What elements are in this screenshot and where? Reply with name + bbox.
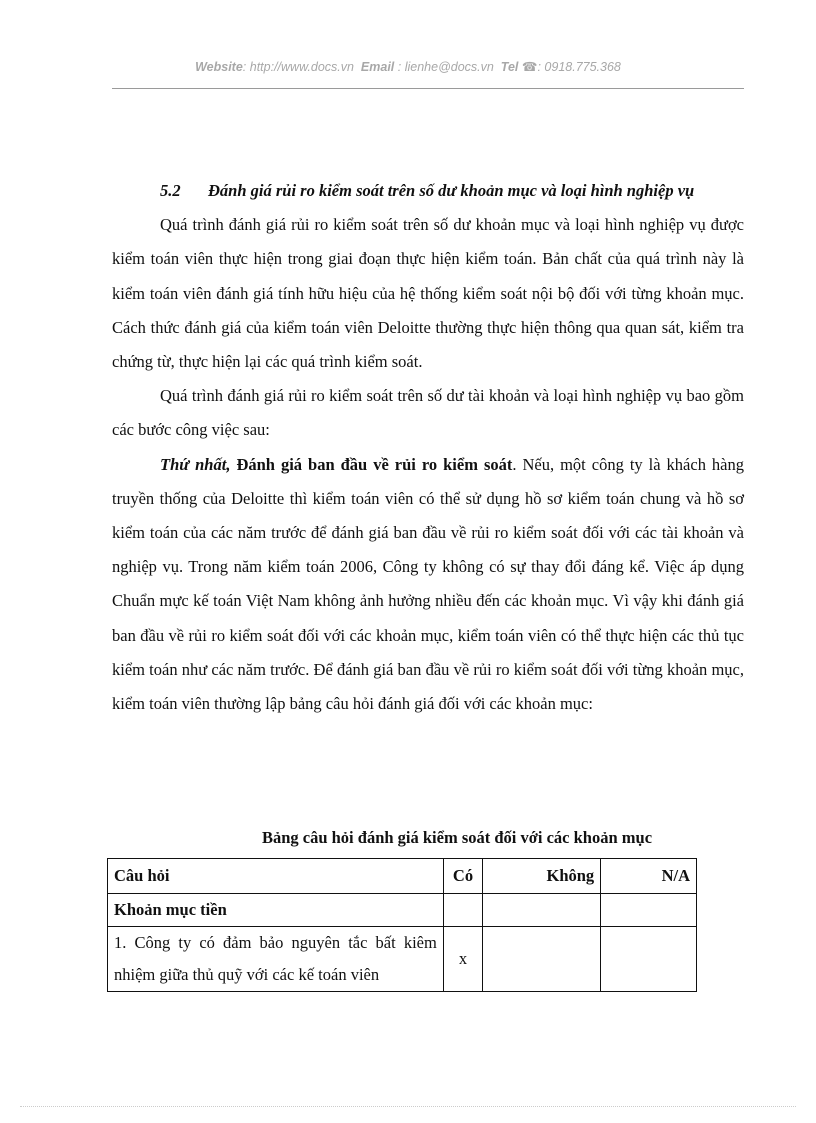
header-divider (112, 88, 744, 89)
tel-label: Tel (500, 60, 519, 74)
paragraph-2: Quá trình đánh giá rủi ro kiểm soát trên số dư tài khoản và loại hình nghiệp vụ bao gồm các bước công việc sau: (112, 386, 744, 440)
header-question: Câu hỏi (108, 859, 444, 894)
control-questionnaire-table (107, 858, 697, 992)
page-header (0, 59, 816, 74)
table-section-row (108, 894, 697, 927)
table-cell (443, 894, 482, 927)
email-value: : lienhe@docs.vn (397, 60, 494, 74)
no-cell (483, 927, 601, 992)
section-title: Đánh giá rủi ro kiểm soát trên số dư khoản mục và loại hình nghiệp vụ (208, 181, 695, 200)
table-cell (483, 894, 601, 927)
header-na: N/A (601, 859, 697, 894)
section-heading (112, 174, 744, 208)
na-cell (601, 927, 697, 992)
paragraph-3-text: . Nếu, một công ty là khách hàng truyền thống của Deloitte thì kiểm toán viên có thể sử dụng hồ sơ kiểm toán chung và hồ sơ kiểm toán của các năm trước để đánh giá ban đầu về rủi ro kiểm soát đối với các tài khoản và nghiệp vụ. Trong năm kiểm toán 2006, Công ty không có sự thay đổi đáng kể. Việc áp dụng Chuẩn mực kế toán Việt Nam không ảnh hưởng nhiều đến các khoản mục. Vì vậy khi đánh giá ban đầu về rủi ro kiểm soát đối với các khoản mục, kiểm toán viên có thể thực hiện các thủ tục kiểm toán như các năm trước. Để đánh giá ban đầu về rủi ro kiểm soát đối với từng khoản mục, kiểm toán viên thường lập bảng câu hỏi đánh giá đối với các khoản mục: (112, 454, 745, 714)
table-row (108, 927, 697, 992)
paragraph-3-heading: Đánh giá ban đầu về rủi ro kiểm soát (236, 454, 513, 474)
website-label: Website (195, 60, 243, 74)
table-cell (601, 894, 697, 927)
section-cash: Khoản mục tiền (108, 894, 444, 927)
tel-value: : 0918.775.368 (537, 60, 621, 74)
header-yes: Có (443, 859, 482, 894)
phone-icon: ☎ (521, 60, 538, 74)
footer-divider (20, 1106, 796, 1107)
question-cell: 1. Công ty có đảm bảo nguyên tắc bất kiêm nhiệm giữa thủ quỹ với các kế toán viên (108, 927, 444, 992)
document-body (112, 174, 744, 721)
paragraph-3 (112, 448, 744, 722)
section-number: 5.2 (160, 181, 181, 200)
header-no: Không (483, 859, 601, 894)
paragraph-3-lead: Thứ nhất, (160, 454, 231, 474)
table-header-row (108, 859, 697, 894)
website-value: : http://www.docs.vn (242, 60, 354, 74)
paragraph-1: Quá trình đánh giá rủi ro kiểm soát trên số dư khoản mục và loại hình nghiệp vụ được kiểm toán viên thực hiện trong giai đoạn thực hiện kiểm toán. Bản chất của quá trình này là kiểm toán viên đánh giá tính hữu hiệu của hệ thống kiểm soát nội bộ đối với từng khoản mục. Cách thức đánh giá của kiểm toán viên Deloitte thường thực hiện thông qua quan sát, kiểm tra chứng từ, thực hiện lại các quá trình kiểm soát. (112, 215, 744, 372)
email-label: Email (360, 60, 395, 74)
table-caption: Bảng câu hỏi đánh giá kiểm soát đối với các khoản mục (261, 828, 653, 847)
yes-cell: x (443, 927, 482, 992)
